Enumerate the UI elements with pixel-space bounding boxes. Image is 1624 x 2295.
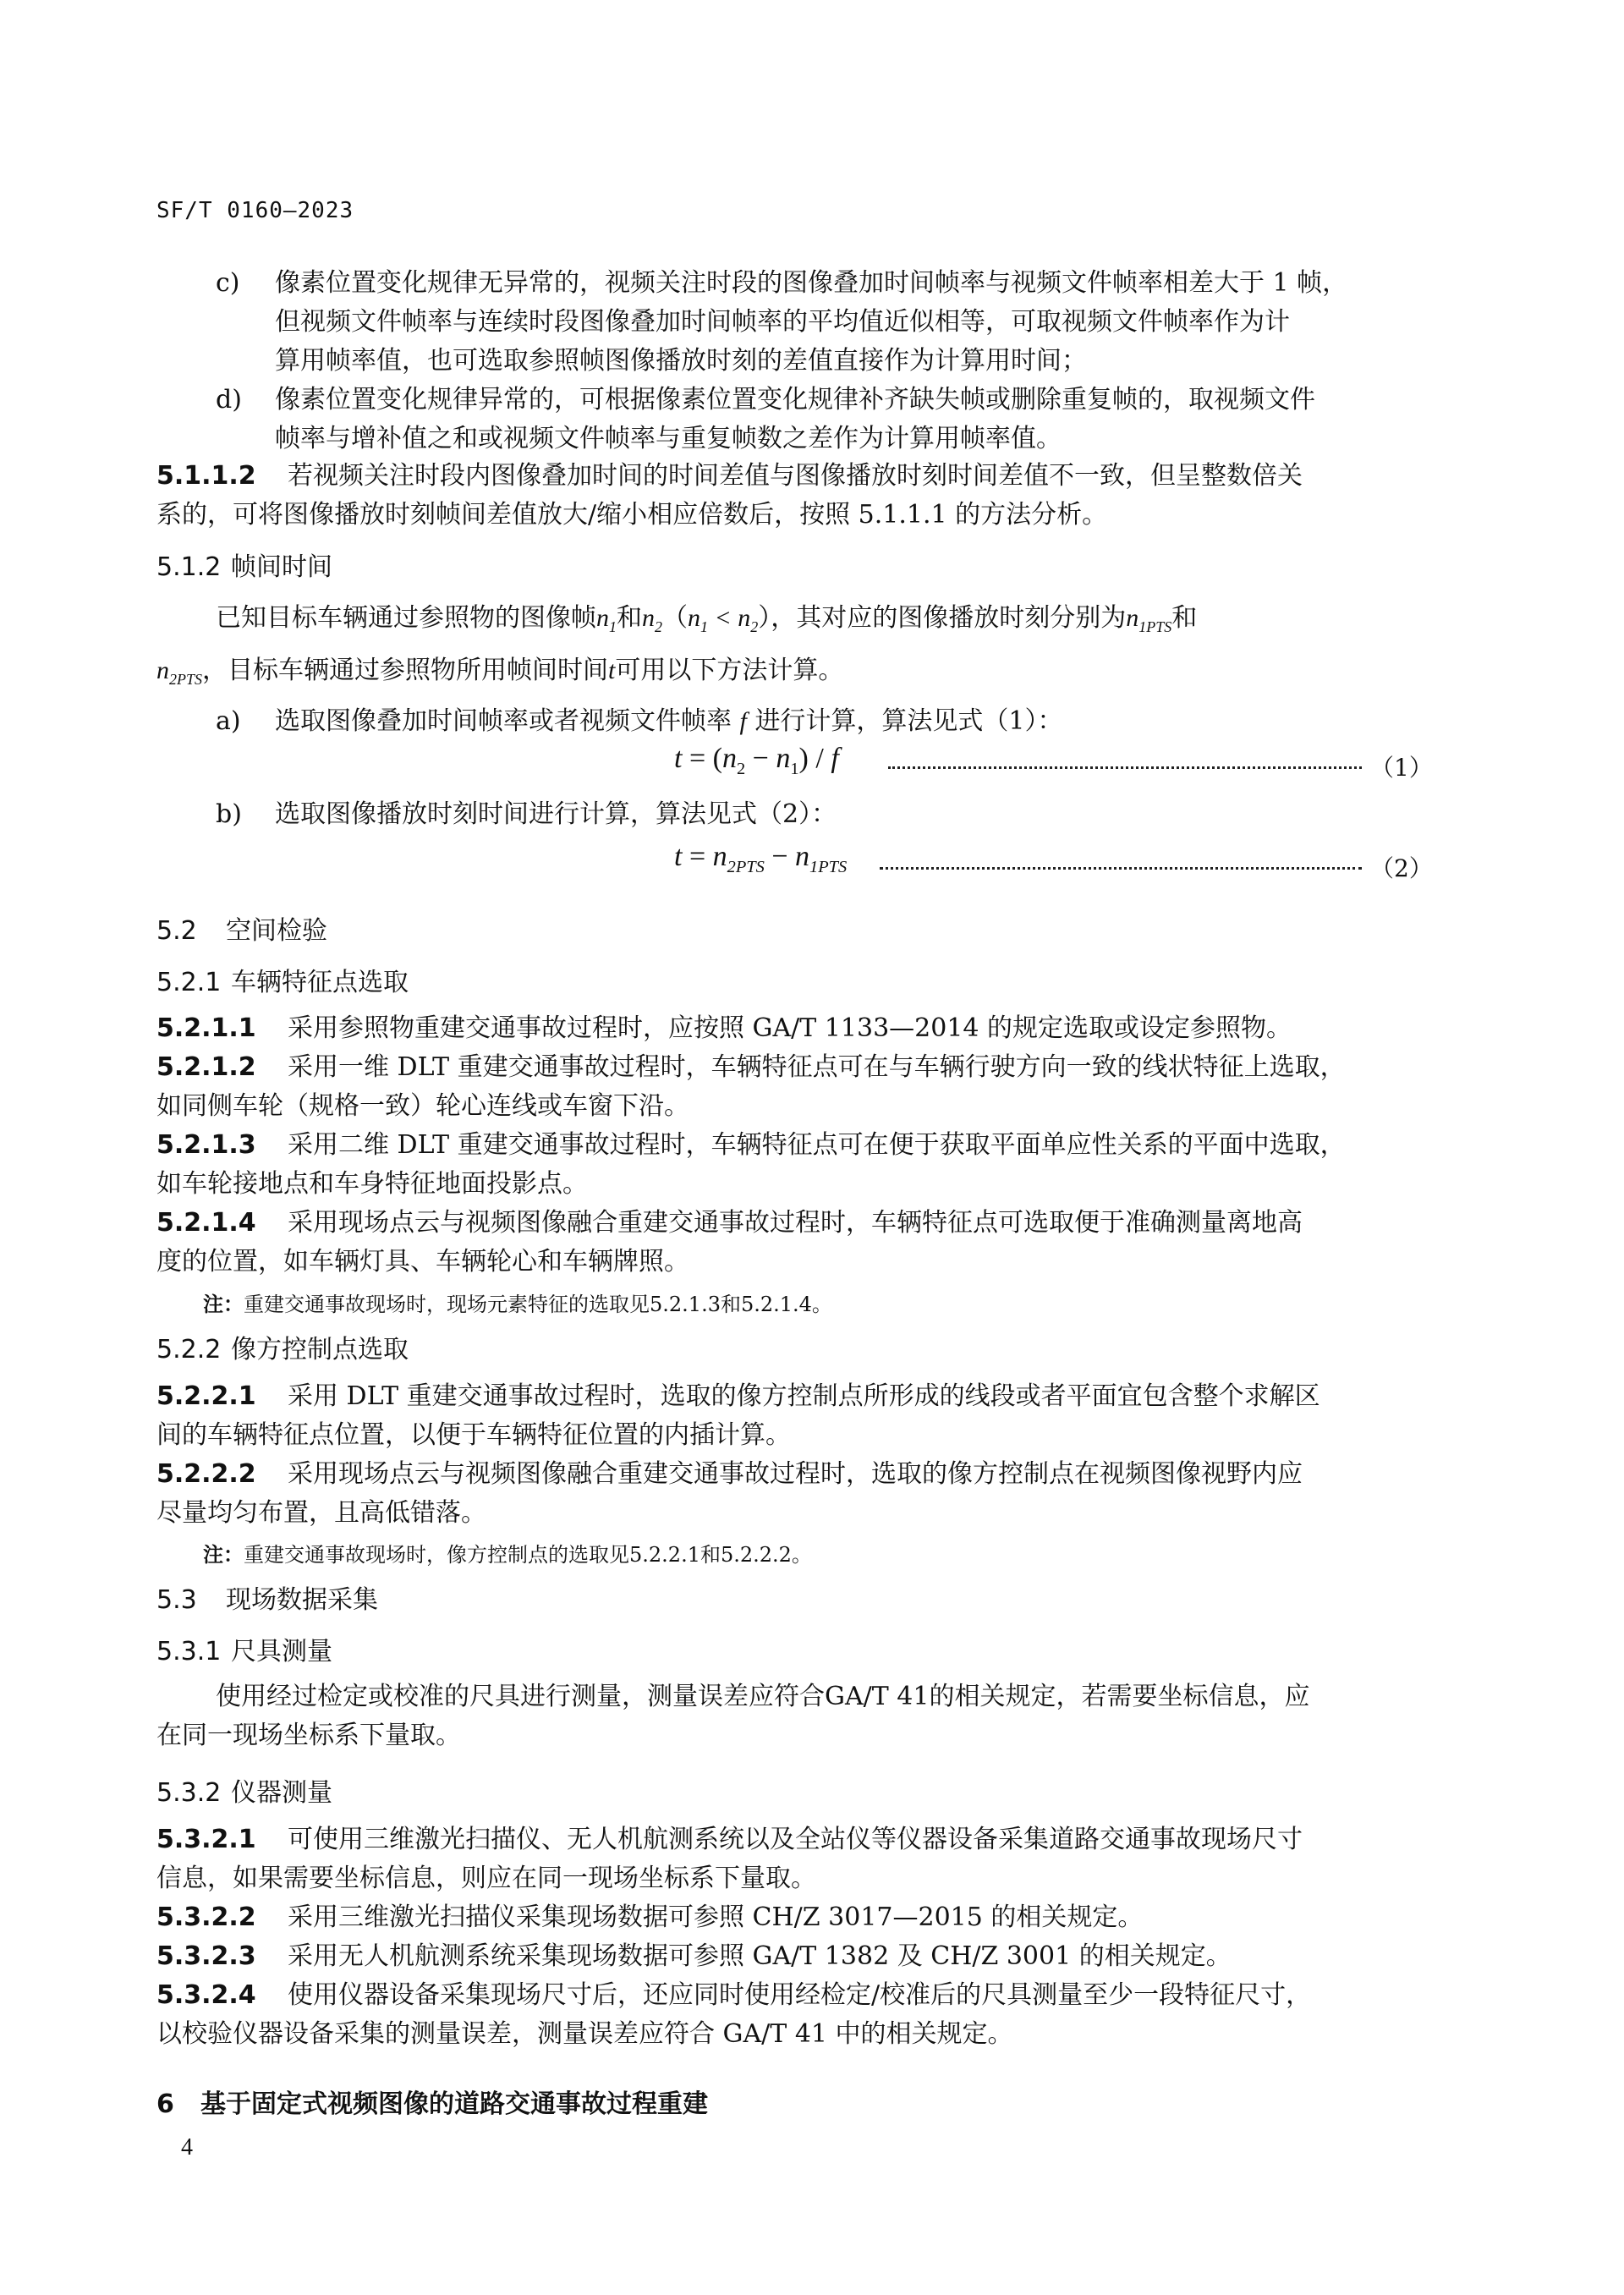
clause-5-3-2-1 [156, 1820, 1303, 1859]
note-text: 重建交通事故现场时，现场元素特征的选取见5.2.1.3和5.2.1.4。 [244, 1293, 832, 1316]
clause-line: 采用现场点云与视频图像融合重建交通事故过程时，选取的像方控制点在视频图像视野内应 [288, 1459, 1303, 1489]
clause-5-3-2-3 [156, 1937, 1232, 1976]
clause-5-3-2-4 [156, 1976, 1311, 2015]
list-line: 但视频文件帧率与连续时段图像叠加时间帧率的平均值近似相等，可取视频文件帧率作为计 [275, 307, 1290, 337]
list-label: d) [216, 385, 242, 415]
heading-title: 像方控制点选取 [231, 1335, 409, 1364]
clause-5-2-1-4 [156, 1204, 1303, 1243]
clause-5-2-1-2 [156, 1048, 1346, 1087]
text: 和 [1171, 603, 1198, 633]
heading-5-2-2 [156, 1328, 409, 1365]
text: 可用以下方法计算。 [615, 656, 844, 685]
page-number: 4 [181, 2134, 193, 2160]
heading-title: 帧间时间 [231, 552, 332, 582]
list-line: 像素位置变化规律无异常的，视频关注时段的图像叠加时间帧率与视频文件帧率相差大于 1 帧， [275, 268, 1348, 298]
heading-number: 5.3.1 [156, 1637, 222, 1666]
list-line: 像素位置变化规律异常的，可根据像素位置变化规律补齐缺失帧或删除重复帧的，取视频文件 [275, 385, 1315, 415]
clause-line: 采用一维 DLT 重建交通事故过程时，车辆特征点可在与车辆行驶方向一致的线状特征上选取， [288, 1052, 1346, 1082]
heading-5-2-1 [156, 961, 409, 998]
list-item-c [216, 264, 1347, 303]
clause-5-2-1-3 [156, 1126, 1346, 1165]
heading-5-3 [156, 1578, 378, 1616]
clause-line: 采用二维 DLT 重建交通事故过程时，车辆特征点可在便于获取平面单应性关系的平面中选取， [288, 1130, 1346, 1160]
clause-5-2-1-1 [156, 1009, 1292, 1048]
text: ，目标车辆通过参照物所用帧间时间 [202, 656, 609, 685]
clause-line: 采用无人机航测系统采集现场数据可参照 GA/T 1382 及 CH/Z 3001 的相关规定。 [288, 1941, 1232, 1971]
clause-line: 信息，如果需要坐标信息，则应在同一现场坐标系下量取。 [156, 1864, 816, 1893]
text: 和 [617, 603, 642, 633]
heading-6 [156, 2083, 708, 2120]
clause-number: 5.3.2.3 [156, 1941, 256, 1971]
note-label: 注： [203, 1293, 244, 1316]
equation-leader-dots [880, 867, 1362, 870]
equation-2: $t = n_{2PTS} - n_{1PTS}$ [674, 841, 848, 876]
clause-line: 采用 DLT 重建交通事故过程时，选取的像方控制点所形成的线段或者平面宜包含整个求解区 [288, 1381, 1320, 1411]
math-n1pts: $n_{1PTS}$ [1126, 604, 1172, 635]
clause-5-3-2-2 [156, 1898, 1143, 1937]
list-item-a [216, 702, 1063, 741]
document-header: SF/T 0160—2023 [156, 198, 354, 223]
heading-number: 5.1.2 [156, 552, 222, 582]
text: ），其对应的图像播放时刻分别为 [758, 603, 1127, 633]
paragraph-frame-time-line2 [156, 651, 843, 699]
clause-number: 5.2.2.1 [156, 1381, 256, 1411]
text: 选取图像叠加时间帧率或者视频文件帧率 [275, 706, 732, 736]
math-f: f [739, 707, 747, 735]
clause-line: 采用现场点云与视频图像融合重建交通事故过程时，车辆特征点可选取便于准确测量离地高 [288, 1208, 1303, 1238]
clause-line: 间的车辆特征点位置，以便于车辆特征位置的内插计算。 [156, 1420, 791, 1450]
clause-line: 采用三维激光扫描仪采集现场数据可参照 CH/Z 3017—2015 的相关规定。 [288, 1902, 1144, 1932]
heading-title: 仪器测量 [231, 1778, 332, 1808]
note-1 [203, 1288, 832, 1317]
clause-number: 5.3.2.2 [156, 1902, 256, 1932]
clause-number: 5.2.1.2 [156, 1052, 256, 1082]
heading-title: 尺具测量 [231, 1637, 332, 1666]
heading-title: 空间检验 [226, 916, 327, 946]
heading-number: 5.2 [156, 916, 197, 946]
heading-title: 基于固定式视频图像的道路交通事故过程重建 [200, 2089, 708, 2119]
list-label: b) [216, 799, 242, 829]
clause-line: 可使用三维激光扫描仪、无人机航测系统以及全站仪等仪器设备采集道路交通事故现场尺寸 [288, 1825, 1303, 1854]
heading-title: 现场数据采集 [226, 1585, 378, 1615]
clause-number: 5.2.1.3 [156, 1130, 256, 1160]
clause-line: 度的位置，如车辆灯具、车辆轮心和车辆牌照。 [156, 1247, 689, 1277]
paragraph-ruler-measure: 使用经过检定或校准的尺具进行测量，测量误差应符合GA/T 41的相关规定，若需要坐标信息，应 [216, 1682, 1310, 1711]
equation-number: （1） [1370, 754, 1433, 782]
clause-number: 5.1.1.2 [156, 461, 256, 491]
heading-5-2 [156, 909, 327, 947]
heading-number: 5.2.2 [156, 1335, 222, 1364]
heading-5-3-2 [156, 1771, 332, 1809]
paragraph-line: 在同一现场坐标系下量取。 [156, 1721, 461, 1750]
list-label: c) [216, 268, 240, 298]
text: （ [662, 603, 688, 633]
equation-number: （2） [1370, 854, 1433, 882]
heading-title: 车辆特征点选取 [231, 968, 409, 997]
equation-1: $t = (n_2 - n_1) / f$ [674, 743, 839, 778]
math-t: t [608, 656, 616, 684]
math-n2: $n_2$ [642, 604, 662, 635]
math-n1-lt-n2: $n_1 < n_2$ [688, 604, 759, 635]
equation-leader-dots [888, 766, 1362, 769]
text: 选取图像播放时刻时间进行计算，算法见式（2）： [275, 799, 837, 829]
clause-line: 系的，可将图像播放时刻帧间差值放大/缩小相应倍数后，按照 5.1.1.1 的方法分析。 [156, 500, 1108, 530]
list-item-b [216, 795, 837, 834]
clause-line: 若视频关注时段内图像叠加时间的时间差值与图像播放时刻时间差值不一致，但呈整数倍关 [288, 461, 1303, 491]
clause-number: 5.2.2.2 [156, 1459, 256, 1489]
text: 进行计算，算法见式（1）： [754, 706, 1063, 736]
clause-line: 如同侧车轮（规格一致）轮心连线或车窗下沿。 [156, 1091, 689, 1121]
list-label: a) [216, 706, 241, 736]
heading-number: 5.2.1 [156, 968, 222, 997]
note-2 [203, 1538, 812, 1568]
heading-5-1-2 [156, 546, 332, 583]
note-text: 重建交通事故现场时，像方控制点的选取见5.2.2.1和5.2.2.2。 [244, 1543, 812, 1567]
math-n2pts: $n_{2PTS}$ [156, 656, 203, 688]
clause-number: 5.3.2.1 [156, 1825, 256, 1854]
heading-number: 5.3 [156, 1585, 197, 1615]
clause-line: 以校验仪器设备采集的测量误差，测量误差应符合 GA/T 41 中的相关规定。 [156, 2019, 1013, 2049]
clause-5-2-2-2 [156, 1455, 1303, 1494]
heading-number: 5.3.2 [156, 1778, 222, 1808]
list-item-d [216, 381, 1315, 420]
clause-5-2-2-1 [156, 1377, 1320, 1416]
list-line: 帧率与增补值之和或视频文件帧率与重复帧数之差作为计算用帧率值。 [275, 424, 1062, 453]
clause-line: 采用参照物重建交通事故过程时，应按照 GA/T 1133—2014 的规定选取或设定参照物。 [288, 1013, 1292, 1043]
list-line: 算用帧率值，也可选取参照帧图像播放时刻的差值直接作为计算用时间； [275, 346, 1087, 376]
clause-number: 5.2.1.4 [156, 1208, 256, 1238]
heading-5-3-1 [156, 1630, 332, 1667]
heading-number: 6 [156, 2089, 174, 2119]
clause-line: 如车轮接地点和车身特征地面投影点。 [156, 1169, 588, 1199]
clause-number: 5.2.1.1 [156, 1013, 256, 1043]
clause-5-1-1-2 [156, 457, 1303, 496]
paragraph-frame-time [216, 599, 1197, 646]
clause-number: 5.3.2.4 [156, 1980, 256, 2010]
note-label: 注： [203, 1543, 244, 1567]
clause-line: 尽量均匀布置，且高低错落。 [156, 1498, 486, 1528]
text: 已知目标车辆通过参照物的图像帧 [216, 603, 596, 633]
math-n1: $n_1$ [596, 604, 617, 635]
clause-line: 使用仪器设备采集现场尺寸后，还应同时使用经检定/校准后的尺具测量至少一段特征尺寸， [288, 1980, 1312, 2010]
